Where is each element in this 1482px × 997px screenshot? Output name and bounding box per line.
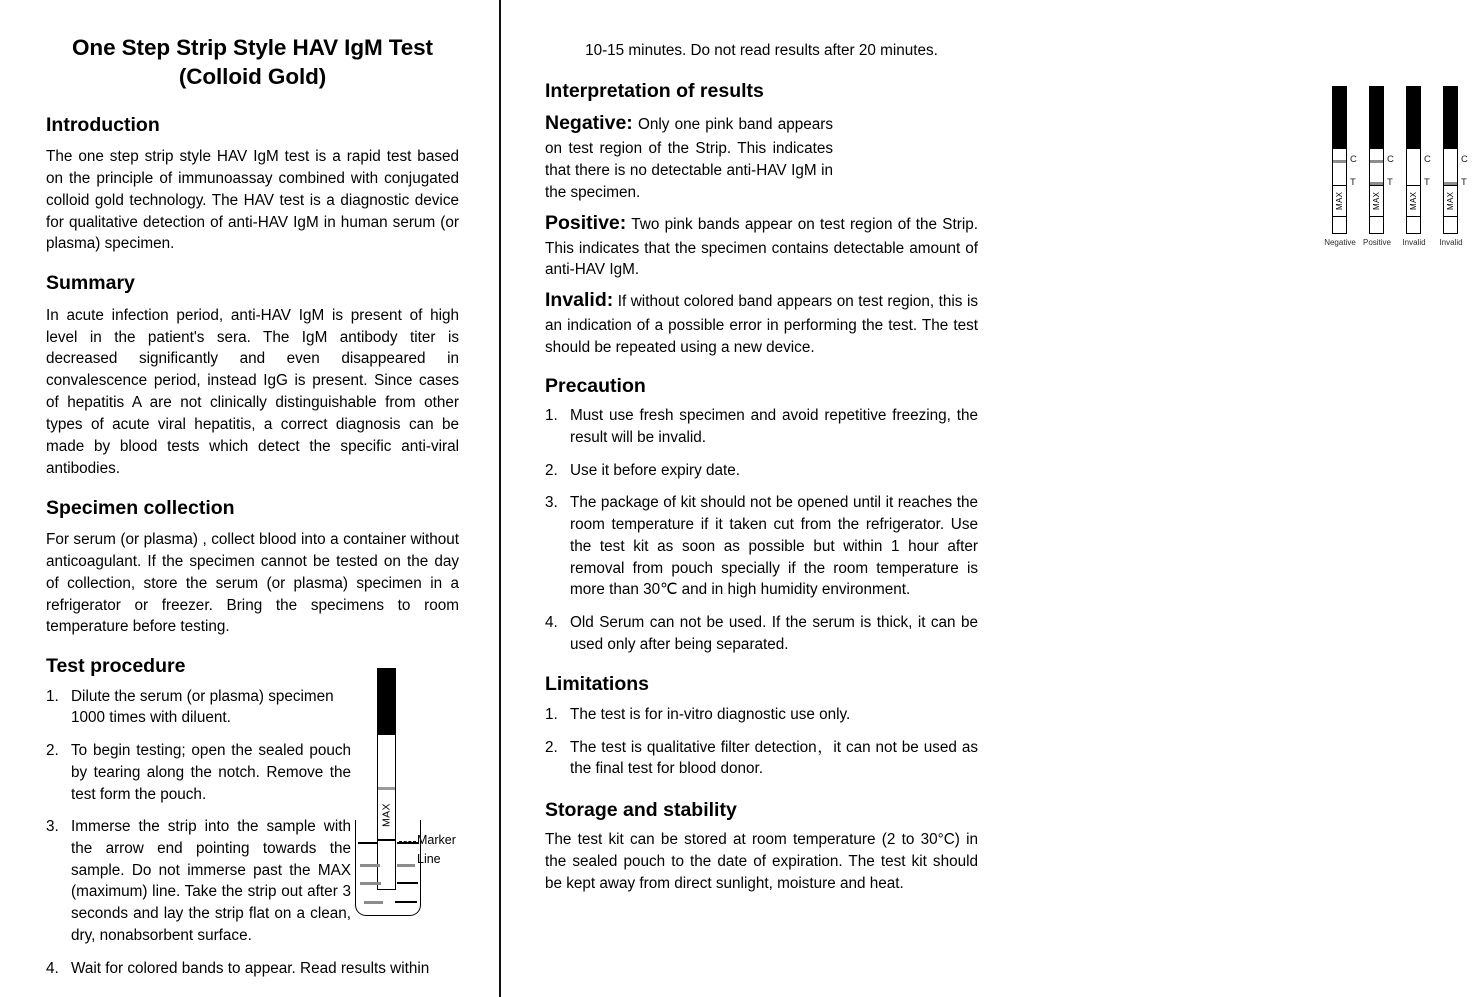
result-strips-diagram [1324,86,1482,256]
test-letter: T [1387,177,1393,188]
test-letter: T [1461,177,1467,188]
heading-summary: Summary [46,272,135,295]
result-strip-negative [1332,86,1347,234]
introduction-body: The one step strip style HAV IgM test is a rapid test based on the principle of immunoassay combined with conjugated colloid gold technology. The HAV test is a diagnostic device for qualitative detection of anti-HAV IgM in human serum (or plasma) specimen. [46,147,459,253]
result-positive-label: Positive: [545,211,627,234]
list-item: Wait for colored bands to appear. Read results within [71,959,430,977]
heading-test-procedure: Test procedure [46,655,186,678]
list-item: Use it before expiry date. [570,461,741,479]
page-title: One Step Strip Style HAV IgM Test (Colloid Gold) [72,35,433,89]
strip-black-end [1370,87,1383,149]
strip-caption: Invalid [1439,238,1463,247]
liquid-line [395,901,417,903]
result-strip-invalid-none [1406,86,1421,234]
liquid-line [358,842,378,844]
control-band [1370,160,1383,163]
heading-interpretation: Interpretation of results [545,79,764,102]
list-item: To begin testing; open the sealed pouch by tearing along the notch. Remove the test form the pouch. [71,742,351,803]
result-invalid-label: Invalid: [545,289,614,312]
strip-caption: Negative [1324,238,1356,247]
storage-body: The test kit can be stored at room temperature (2 to 30°C) in the sealed pouch to the date of expiration. The test kit should be kept away from direct sunlight, moisture and heat. [545,831,978,893]
list-item: Must use fresh specimen and avoid repetitive freezing, the result will be invalid. [570,407,978,446]
list-item: Immerse the strip into the sample with the arrow end pointing towards the sample. Do not immerse past the MAX (maximum) line. Take the strip out after 3 seconds and lay the strip flat on a clean, dry, nonabsorbent surface. [71,818,351,944]
control-letter: C [1461,154,1468,165]
list-item: Dilute the serum (or plasma) specimen 1000 times with diluent. [71,687,334,727]
list-item: Old Serum can not be used. If the serum is thick, it can be used only after being separated. [570,614,978,653]
liquid-line [364,901,383,904]
left-column [0,0,499,997]
heading-specimen-collection: Specimen collection [46,496,235,519]
limitations-list [545,704,978,780]
liquid-line [397,842,418,844]
heading-storage-stability: Storage and stability [545,799,737,822]
liquid-line [360,882,381,885]
strip-max-label: MAX [1333,185,1346,217]
strip-max-label: MAX [380,803,393,827]
marker-line-label-bottom: Line [417,852,441,866]
result-negative-body: Only one pink band appears on test region of the Strip. This indicates that there is no detectable anti-HAV IgM in the specimen. [545,116,833,201]
strip-caption: Positive [1362,238,1391,247]
strip-max-label: MAX [1444,185,1457,217]
list-item: The test is for in-vitro diagnostic use only. [570,705,851,723]
result-invalid [545,287,978,359]
strip-caption: Invalid [1402,238,1426,247]
strip-max-label: MAX [1370,185,1383,217]
strip-black-end [1407,87,1420,149]
heading-precaution: Precaution [545,374,646,397]
test-letter: T [1350,177,1356,188]
control-band [1333,160,1346,163]
heading-limitations: Limitations [545,673,650,696]
liquid-line [397,864,415,867]
strip-black-end [378,669,395,735]
right-column [499,0,1468,997]
control-letter: C [1350,154,1357,165]
sample-container-graphic [355,820,421,916]
strip-max-label: MAX [1407,185,1420,217]
continued-sentence: 10-15 minutes. Do not read results after 20 minutes. [585,42,938,59]
control-letter: C [1424,154,1431,165]
list-item: The test is qualitative filter detection，it can not be used as the final test for blood donor. [570,738,978,778]
result-negative [545,110,833,203]
strip-black-end [1444,87,1457,149]
list-item: The package of kit should not be opened until it reaches the room temperature if it taken cut from the refrigerator. Use the test kit as soon as possible but within 1 hour after removal from pouch specially if the room temperature is more than 30℃ and in high humidity environment. [570,494,978,599]
result-invalid-body: If without colored band appears on test region, this is an indication of a possible error in performing the test. The test should be repeated using a new device. [545,293,978,357]
immersion-diagram [355,668,490,918]
summary-body: In acute infection period, anti-HAV IgM is present of high level in the patient's sera. The IgM antibody titer is decreased significantly and even disappeared in convalescence period, instead IgG is present. Since cases of hepatitis A are not clinically distinguishable from other types of acute viral hepatitis, a correct diagnosis can be made by blood tests which detect the specific anti-viral antibodies. [46,306,459,477]
strip-max-tick [378,787,395,790]
result-strip-positive [1369,86,1384,234]
marker-line-label-top: Marker [417,833,456,847]
marker-leader-line [399,841,416,842]
result-positive [545,210,978,282]
specimen-collection-body: For serum (or plasma) , collect blood into a container without anticoagulant. If the specimen cannot be tested on the day of collection, store the serum (or plasma) specimen in a refrigerator or freezer. Bring the specimens to room temperature before testing. [46,530,459,636]
result-positive-body: Two pink bands appear on test region of the Strip. This indicates that the specimen contains detectable amount of anti-HAV IgM. [545,215,978,279]
test-letter: T [1424,177,1430,188]
heading-introduction: Introduction [46,113,160,136]
control-letter: C [1387,154,1394,165]
strip-black-end [1333,87,1346,149]
precaution-list [545,405,978,655]
result-strip-invalid-test-only [1443,86,1458,234]
liquid-line [360,864,380,867]
liquid-line [397,882,418,884]
result-negative-label: Negative: [545,112,633,135]
